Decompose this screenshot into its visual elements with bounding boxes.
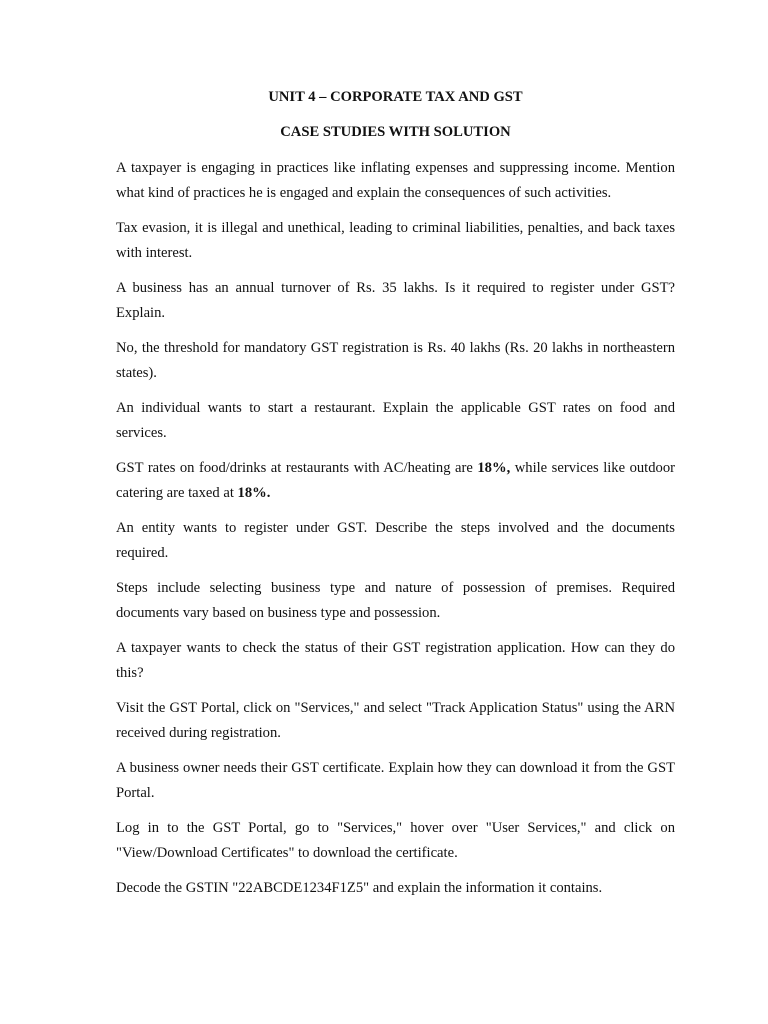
answer-5: Visit the GST Portal, click on "Services," and select "Track Application Status" using the ARN received during registration. bbox=[116, 700, 675, 741]
question-2: A business has an annual turnover of Rs. 35 lakhs. Is it required to register under GST? Explain. bbox=[116, 280, 675, 321]
question-1: A taxpayer is engaging in practices like inflating expenses and suppressing income. Mention what kind of practices he is engaged and explain the consequences of such activities. bbox=[116, 160, 675, 201]
answer-3-text-a: GST rates on food/drinks at restaurants with AC/heating are bbox=[116, 460, 478, 476]
question-7: Decode the GSTIN "22ABCDE1234F1Z5" and explain the information it contains. bbox=[116, 880, 603, 896]
question-5: A taxpayer wants to check the status of their GST registration application. How can they do this? bbox=[116, 640, 675, 681]
question-3: An individual wants to start a restaurant. Explain the applicable GST rates on food and services. bbox=[116, 400, 675, 441]
document-subtitle: CASE STUDIES WITH SOLUTION bbox=[280, 124, 511, 140]
answer-3 bbox=[116, 456, 675, 506]
question-4: An entity wants to register under GST. Describe the steps involved and the documents required. bbox=[116, 520, 675, 561]
answer-6: Log in to the GST Portal, go to "Services," hover over "User Services," and click on "View/Download Certificates" to download the certificate. bbox=[116, 820, 675, 861]
answer-3-rate-b: 18%. bbox=[237, 485, 271, 501]
document-page bbox=[116, 86, 675, 911]
answer-1: Tax evasion, it is illegal and unethical, leading to criminal liabilities, penalties, and back taxes with interest. bbox=[116, 220, 675, 261]
answer-2: No, the threshold for mandatory GST registration is Rs. 40 lakhs (Rs. 20 lakhs in northeastern states). bbox=[116, 340, 675, 381]
answer-4: Steps include selecting business type and nature of possession of premises. Required documents vary based on business type and possession. bbox=[116, 580, 675, 621]
question-6: A business owner needs their GST certificate. Explain how they can download it from the GST Portal. bbox=[116, 760, 675, 801]
answer-3-text-b: while services like outdoor catering are taxed at bbox=[116, 460, 675, 501]
document-title: UNIT 4 – CORPORATE TAX AND GST bbox=[268, 89, 523, 105]
answer-3-rate-a: 18%, bbox=[477, 460, 511, 476]
